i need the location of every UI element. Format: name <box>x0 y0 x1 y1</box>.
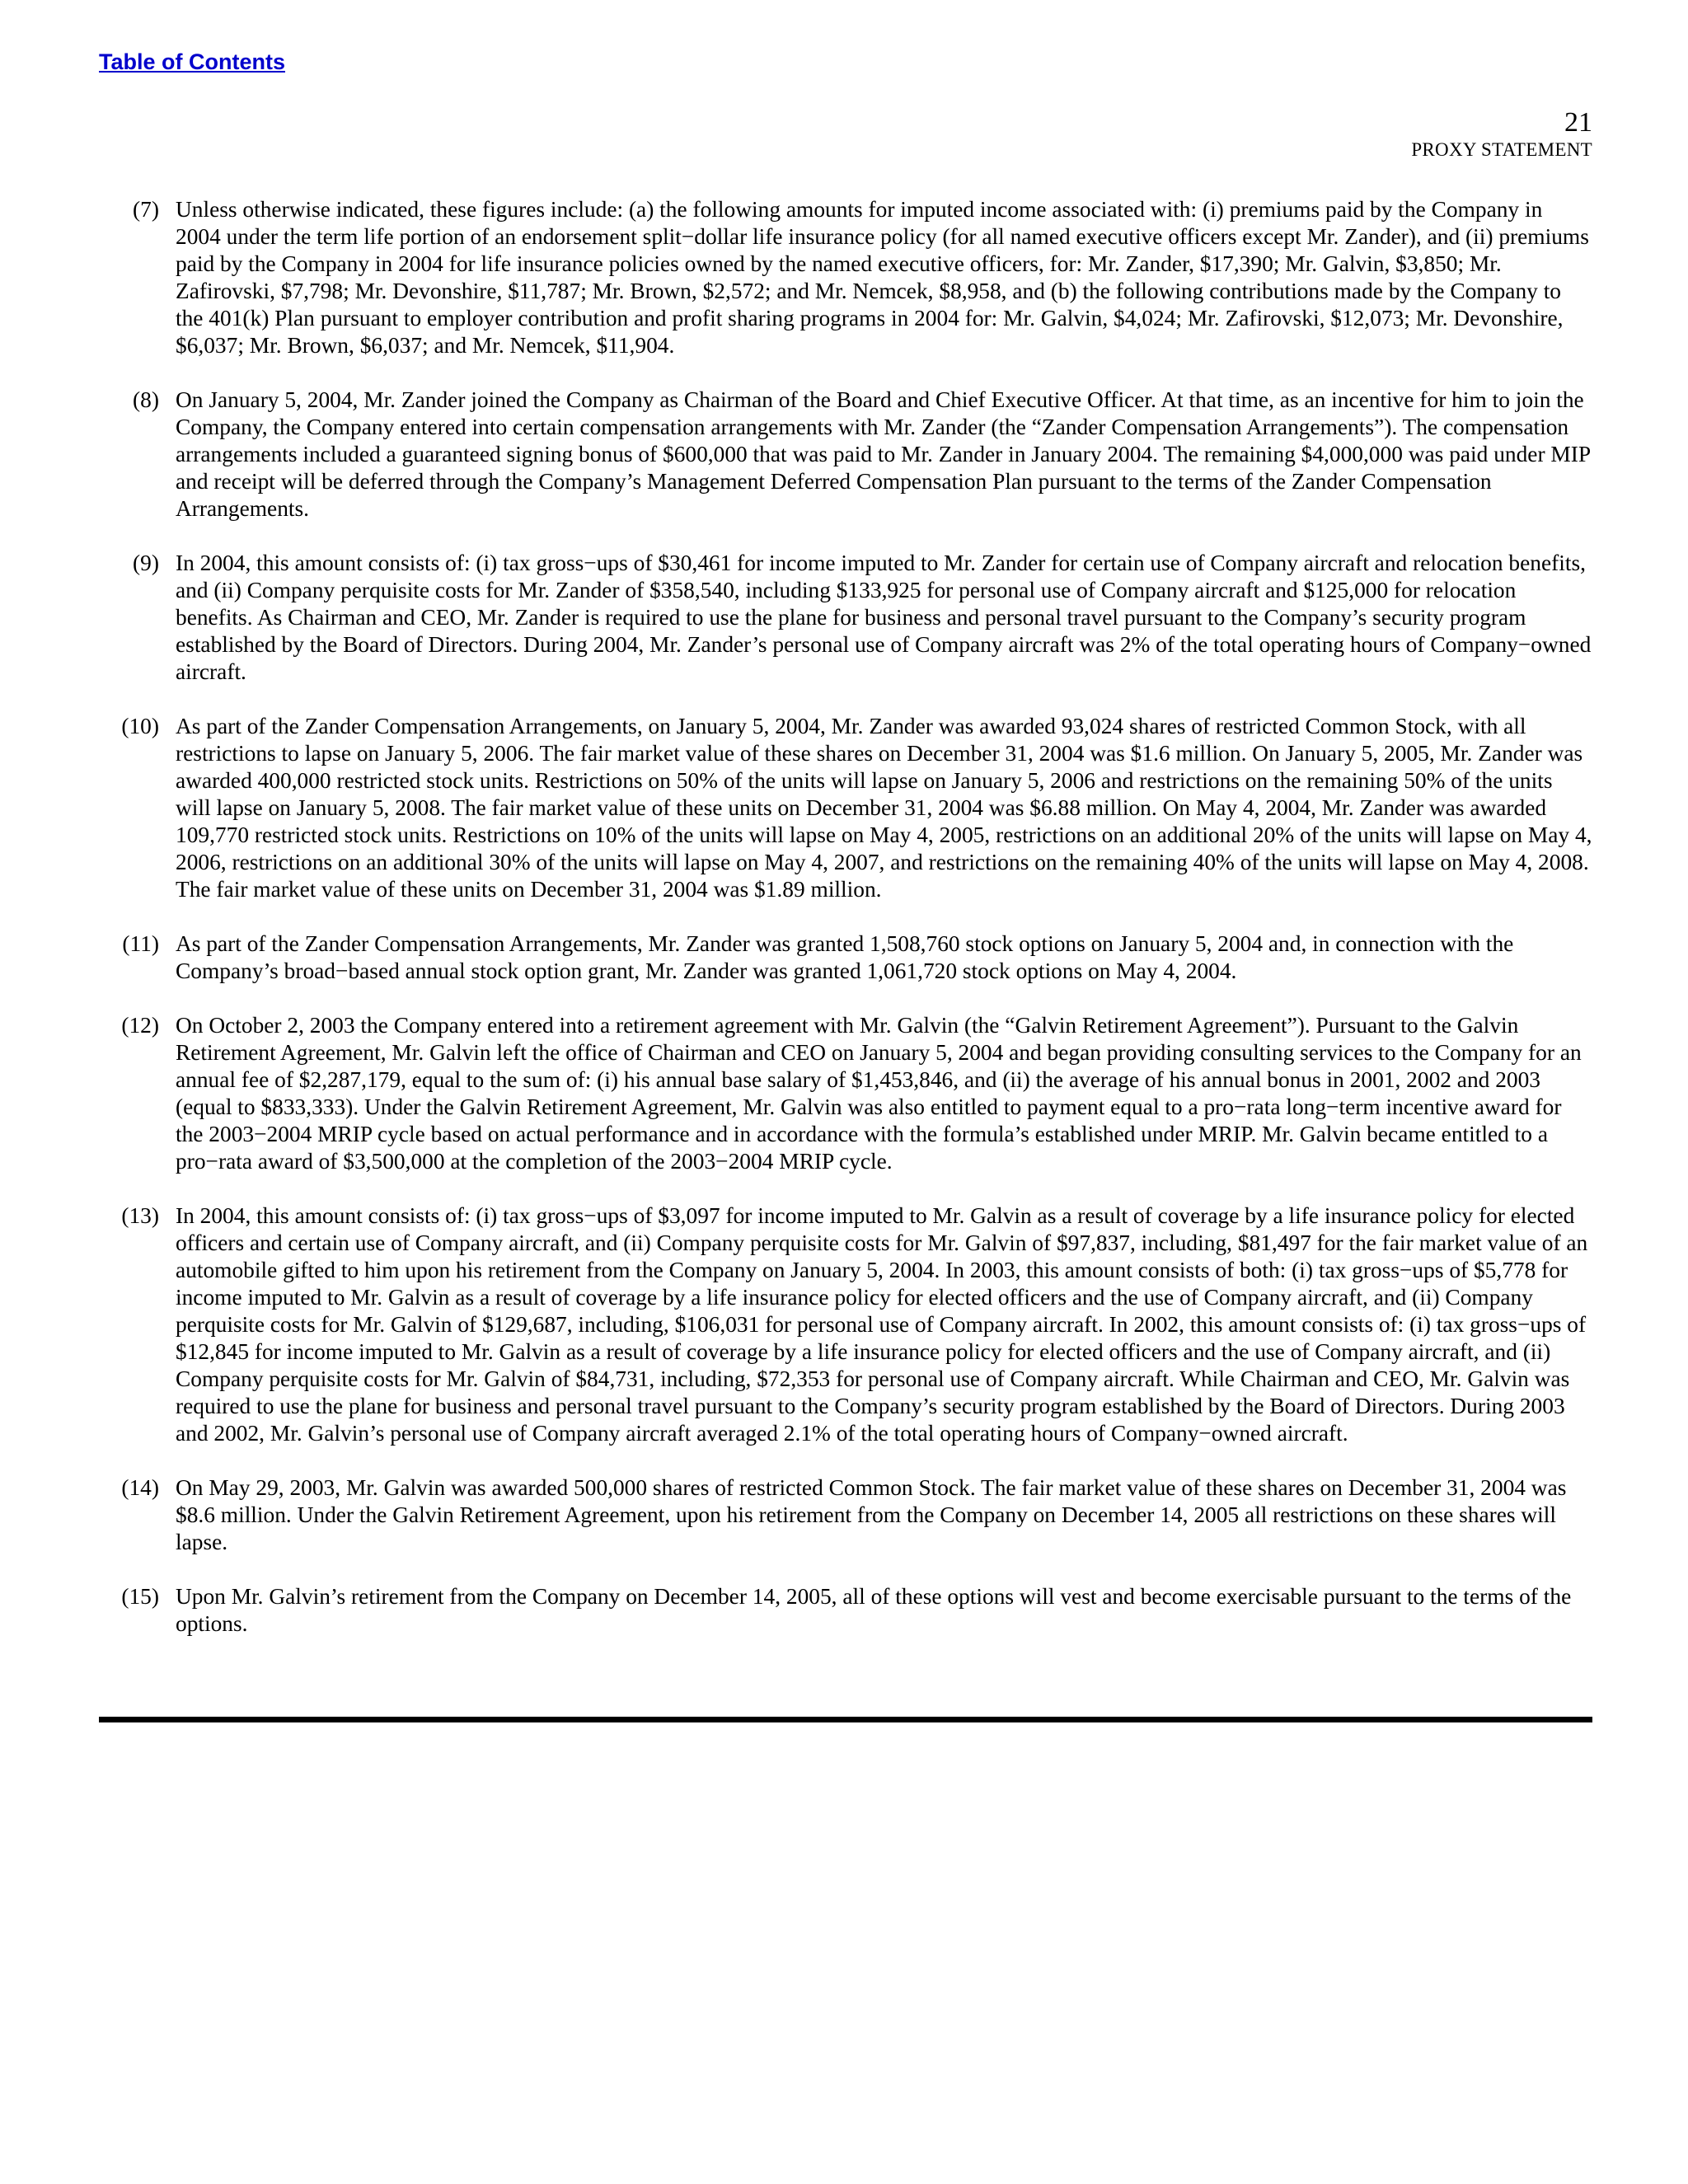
section-divider <box>99 1717 1592 1722</box>
document-page <box>99 0 1592 2184</box>
footnote-11 <box>99 930 1592 985</box>
table-of-contents-link[interactable]: Table of Contents <box>99 49 285 74</box>
footnote-number: (12) <box>121 1013 159 1038</box>
footnote-number: (13) <box>121 1203 159 1228</box>
footnote-8 <box>99 387 1592 523</box>
footnote-15 <box>99 1583 1592 1638</box>
document-label: PROXY STATEMENT <box>1411 139 1592 160</box>
page-header <box>1411 107 1592 162</box>
footnote-number: (14) <box>121 1475 159 1500</box>
footnote-text: As part of the Zander Compensation Arrangements, Mr. Zander was granted 1,508,760 stock options on January 5, 2004 and, in connection with the Company’s broad−based annual stock option grant, Mr. Zander was granted 1,061,720 stock options on May 4, 2004. <box>176 931 1514 983</box>
footnote-number: (7) <box>133 197 159 222</box>
footnote-text: In 2004, this amount consists of: (i) tax gross−ups of $30,461 for income imputed to Mr. Zander for certain use of Company aircraft and relocation benefits, and (ii) Company perquisite costs for Mr. Zander of $358,540, including $133,925 for personal use of Company aircraft and $125,000 for relocation benefits. As Chairman and CEO, Mr. Zander is required to use the plane for business and personal travel pursuant to the Company’s security program established by the Board of Directors. During 2004, Mr. Zander’s personal use of Company aircraft was 2% of the total operating hours of Company−owned aircraft. <box>176 551 1592 684</box>
footnote-text: Unless otherwise indicated, these figures include: (a) the following amounts for imputed income associated with: (i) premiums paid by the Company in 2004 under the term life portion of an endorsement split−dollar life insurance policy (for all named executive officers except Mr. Zander), and (ii) premiums paid by the Company in 2004 for life insurance policies owned by the named executive officers, for: Mr. Zander, $17,390; Mr. Galvin, $3,850; Mr. Zafirovski, $7,798; Mr. Devonshire, $11,787; Mr. Brown, $2,572; and Mr. Nemcek, $8,958, and (b) the following contributions made by the Company to the 401(k) Plan pursuant to employer contribution and profit sharing programs in 2004 for: Mr. Galvin, $4,024; Mr. Zafirovski, $12,073; Mr. Devonshire, $6,037; Mr. Brown, $6,037; and Mr. Nemcek, $11,904. <box>176 197 1589 358</box>
footnote-text: As part of the Zander Compensation Arrangements, on January 5, 2004, Mr. Zander was awarded 93,024 shares of restricted Common Stock, with all restrictions to lapse on January 5, 2006. The fair market value of these shares on December 31, 2004 was $1.6 million. On January 5, 2005, Mr. Zander was awarded 400,000 restricted stock units. Restrictions on 50% of the units will lapse on January 5, 2006 and restrictions on the remaining 50% of the units will lapse on January 5, 2008. The fair market value of these units on December 31, 2004 was $6.88 million. On May 4, 2004, Mr. Zander was awarded 109,770 restricted stock units. Restrictions on 10% of the units will lapse on May 4, 2005, restrictions on an additional 20% of the units will lapse on May 4, 2006, restrictions on an additional 30% of the units will lapse on May 4, 2007, and restrictions on the remaining 40% of the units will lapse on May 4, 2008. The fair market value of these units on December 31, 2004 was $1.89 million. <box>176 714 1592 902</box>
footnote-7 <box>99 196 1592 359</box>
footnote-number: (8) <box>133 387 159 412</box>
footnote-number: (15) <box>121 1584 159 1609</box>
footnote-14 <box>99 1474 1592 1556</box>
footnote-10 <box>99 713 1592 903</box>
footnote-text: On May 29, 2003, Mr. Galvin was awarded 500,000 shares of restricted Common Stock. The fair market value of these shares on December 31, 2004 was $8.6 million. Under the Galvin Retirement Agreement, upon his retirement from the Company on December 14, 2005 all restrictions on these shares will lapse. <box>176 1475 1567 1554</box>
footnote-number: (10) <box>121 714 159 738</box>
footnote-12 <box>99 1012 1592 1175</box>
page-number: 21 <box>1564 107 1592 138</box>
footnote-text: On January 5, 2004, Mr. Zander joined the Company as Chairman of the Board and Chief Executive Officer. At that time, as an incentive for him to join the Company, the Company entered into certain compensation arrangements with Mr. Zander (the “Zander Compensation Arrangements”). The compensation arrangements included a guaranteed signing bonus of $600,000 that was paid to Mr. Zander in January 2004. The remaining $4,000,000 was paid under MIP and receipt will be deferred through the Company’s Management Deferred Compensation Plan pursuant to the terms of the Zander Compensation Arrangements. <box>176 387 1591 521</box>
footnote-text: Upon Mr. Galvin’s retirement from the Company on December 14, 2005, all of these options will vest and become exercisable pursuant to the terms of the options. <box>176 1584 1572 1636</box>
footnotes-list <box>99 196 1592 1665</box>
footnote-text: On October 2, 2003 the Company entered into a retirement agreement with Mr. Galvin (the “Galvin Retirement Agreement”). Pursuant to the Galvin Retirement Agreement, Mr. Galvin left the office of Chairman and CEO on January 5, 2004 and began providing consulting services to the Company for an annual fee of $2,287,179, equal to the sum of: (i) his annual base salary of $1,453,846, and (ii) the average of his annual bonus in 2001, 2002 and 2003 (equal to $833,333). Under the Galvin Retirement Agreement, Mr. Galvin was also entitled to payment equal to a pro−rata long−term incentive award for the 2003−2004 MRIP cycle based on actual performance and in accordance with the formula’s established under MRIP. Mr. Galvin became entitled to a pro−rata award of $3,500,000 at the completion of the 2003−2004 MRIP cycle. <box>176 1013 1582 1174</box>
footnote-text: In 2004, this amount consists of: (i) tax gross−ups of $3,097 for income imputed to Mr. Galvin as a result of coverage by a life insurance policy for elected officers and certain use of Company aircraft, and (ii) Company perquisite costs for Mr. Galvin of $97,837, including, $81,497 for the fair market value of an automobile gifted to him upon his retirement from the Company on January 5, 2004. In 2003, this amount consists of both: (i) tax gross−ups of $5,778 for income imputed to Mr. Galvin as a result of coverage by a life insurance policy for elected officers and the use of Company aircraft, and (ii) Company perquisite costs for Mr. Galvin of $129,687, including, $106,031 for personal use of Company aircraft. In 2002, this amount consists of: (i) tax gross−ups of $12,845 for income imputed to Mr. Galvin as a result of coverage by a life insurance policy for elected officers and the use of Company aircraft, and (ii) Company perquisite costs for Mr. Galvin of $84,731, including, $72,353 for personal use of Company aircraft. While Chairman and CEO, Mr. Galvin was required to use the plane for business and personal travel pursuant to the Company’s security program established by the Board of Directors. During 2003 and 2002, Mr. Galvin’s personal use of Company aircraft averaged 2.1% of the total operating hours of Company−owned aircraft. <box>176 1203 1588 1446</box>
footnote-13 <box>99 1202 1592 1447</box>
footnote-number: (11) <box>122 931 159 956</box>
footnote-number: (9) <box>133 551 159 575</box>
footnote-9 <box>99 550 1592 686</box>
